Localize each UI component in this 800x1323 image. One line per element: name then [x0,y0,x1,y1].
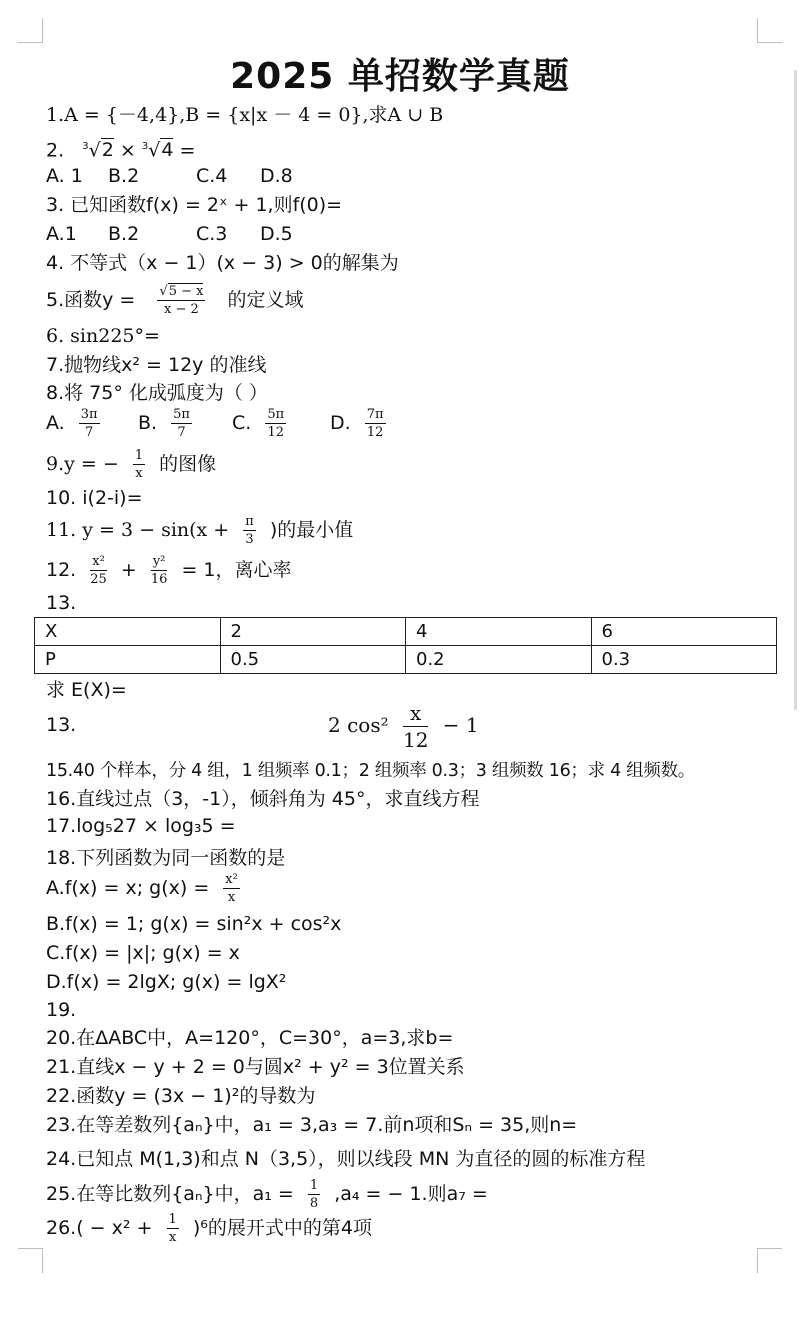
question-10: 10. i(2-i)= [46,487,143,509]
question-8-options [46,407,394,440]
scrollbar[interactable] [794,70,797,710]
question-8: 8.将 75° 化成弧度为（ ） [46,382,268,404]
fraction: $\frac{\text{y²}}{16}$ [150,554,168,587]
fraction: $\frac{\pi}{3}$ [245,514,254,547]
fraction: $\frac{√5 - x}{x - 2}$ [159,284,204,317]
table-cell: P [35,646,221,674]
question-16: 16.直线过点（3，-1），倾斜角为 45°，求直线方程 [46,788,480,810]
question-13-label: 13. [46,592,77,614]
question-22: 22.函数y = (3x − 1)²的导数为 [46,1085,316,1107]
table-cell: 4 [406,618,592,646]
table-row [35,618,777,646]
option-d: D.8 [260,165,293,187]
question-17: 17.log₅27 × log₃5 = [46,815,236,837]
question-12: 12. $\frac{\text{x²}}{25}$ + $\frac{\text{y²}}{16}$ = 1，离心率 [46,554,292,587]
option-d: D. $\frac{7\pi}{12}$ [330,407,384,440]
question-18-option-a: A.f(x) = x; g(x) = $\frac{\text{x²}}{x}$ [46,872,238,905]
question-18-option-d: D.f(x) = 2lgX; g(x) = lgX² [46,971,287,993]
question-18-option-b: B.f(x) = 1; g(x) = sin²x + cos²x [46,913,342,935]
question-3: 3. 已知函数f(x) = 2ˣ + 1,则f(0)= [46,194,343,216]
question-15: 15.40 个样本，分 4 组，1 组频率 0.1；2 组频率 0.3；3 组频数 16；求 4 组频数。 [46,761,695,781]
option-b: B. $\frac{5\pi}{7}$ [138,407,190,440]
page-corner-mark [18,1248,43,1273]
option-a: A.1 [46,223,77,245]
option-b: B.2 [108,223,140,245]
table-cell: X [35,618,221,646]
question-1: 1.A = {－4,4},B = {x|x － 4 = 0},求A ∪ B [46,104,444,126]
question-20: 20.在ΔABC中，A=120°，C=30°，a=3,求b= [46,1027,454,1049]
option-a: A. 1 [46,165,83,187]
question-25: 25.在等比数列{aₙ}中，a₁ = $\frac{1}{8}$ ,a₄ = − 1.则a₇ = [46,1178,488,1211]
question-14-expression: 2 cos² $\frac{x}{12}$ − 1 [328,701,479,752]
table-cell: 0.5 [220,646,406,674]
question-9: 9.y = − $\frac{1}{x}$ 的图像 [46,448,217,481]
probability-table [34,617,777,674]
question-3-options [46,221,293,247]
page-corner-mark [757,1248,782,1273]
question-7: 7.抛物线x² = 12y 的准线 [46,354,267,376]
table-cell: 0.3 [591,646,777,674]
page-corner-mark [18,18,43,43]
question-18: 18.下列函数为同一函数的是 [46,847,286,869]
question-4: 4. 不等式（x − 1）(x − 3) > 0的解集为 [46,252,399,274]
question-23: 23.在等差数列{aₙ}中，a₁ = 3,a₃ = 7.前n项和Sₙ = 35,则n= [46,1114,578,1136]
question-11: 11. y = 3 − sin(x + $\frac{\pi}{3}$ )的最小值 [46,514,354,547]
question-21: 21.直线x − y + 2 = 0与圆x² + y² = 3位置关系 [46,1056,465,1078]
fraction: $\frac{1}{x}$ [168,1212,177,1245]
option-c: C.3 [196,223,228,245]
fraction: $\frac{1}{x}$ [134,448,144,481]
table-cell: 2 [220,618,406,646]
question-2: 2. $^3$√2 × $^3$√4 = [46,139,196,162]
question-6: 6. sin225°= [46,325,160,347]
fraction: $\frac{\text{x²}}{x}$ [225,872,238,905]
question-19: 19. [46,999,77,1021]
question-26: 26.( − x² + $\frac{1}{x}$ )⁶的展开式中的第4项 [46,1212,372,1245]
question-18-option-c: C.f(x) = |x|; g(x) = x [46,942,240,964]
question-14-label: 13. [46,714,77,736]
question-13-ask: 求 E(X)= [46,679,127,701]
option-c: C.4 [196,165,228,187]
option-b: B.2 [108,165,140,187]
table-row [35,646,777,674]
question-24: 24.已知点 M(1,3)和点 N（3,5），则以线段 MN 为直径的圆的标准方程 [46,1148,646,1170]
table-cell: 0.2 [406,646,592,674]
option-c: C. $\frac{5\pi}{12}$ [232,407,285,440]
page-corner-mark [757,18,782,43]
fraction: $\frac{\text{x²}}{25}$ [90,554,107,587]
question-2-options [46,163,293,189]
fraction: $\frac{1}{8}$ [309,1178,319,1211]
option-d: D.5 [260,223,293,245]
option-a: A. $\frac{3\pi}{7}$ [46,407,98,440]
question-5: 5.函数y = $\frac{√5 - x}{x - 2}$ 的定义域 [46,284,304,317]
page-title: 2025 单招数学真题 [230,56,570,97]
fraction: $\frac{x}{12}$ [402,701,429,752]
table-cell: 6 [591,618,777,646]
